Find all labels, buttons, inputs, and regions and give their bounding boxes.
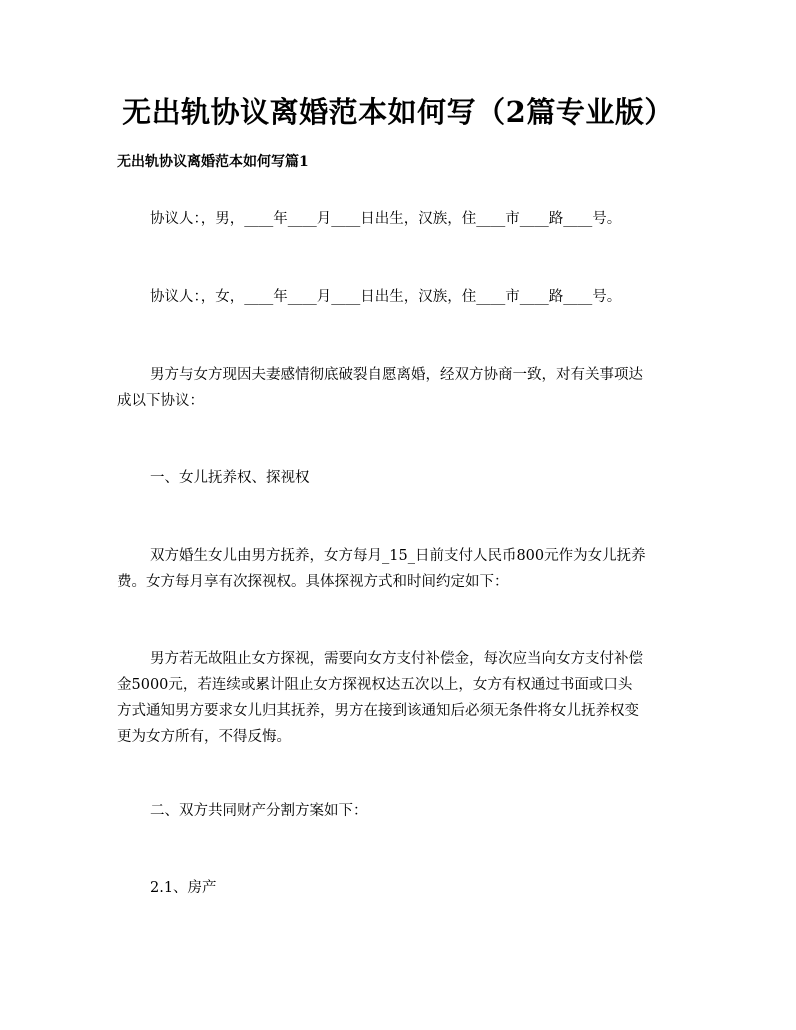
paragraph-line: 金5000元，若连续或累计阻止女方探视权达五次以上，女方有权通过书面或口头 [117, 677, 633, 693]
paragraph-line: 男方与女方现因夫妻感情彻底破裂自愿离婚，经双方协商一致，对有关事项达 [150, 367, 643, 383]
paragraph-line: 双方婚生女儿由男方抚养，女方每月_15_日前支付人民币800元作为女儿抚养 [150, 548, 646, 564]
paragraph-child-support [117, 543, 687, 595]
paragraph-line: 更为女方所有，不得反悔。 [117, 729, 291, 745]
paragraph-line: 二、双方共同财产分割方案如下： [150, 803, 368, 819]
paragraph-line: 2.1、房产 [150, 880, 217, 896]
paragraph-subclause-real-estate [117, 875, 687, 901]
paragraph-line: 协议人：，女，____年____月____日出生，汉族，住____市____路____号。 [150, 289, 622, 305]
paragraph-clause-custody [117, 465, 687, 491]
paragraph-clause-property [117, 798, 687, 824]
paragraph-line: 成以下协议： [117, 393, 204, 409]
section-heading: 无出轨协议离婚范本如何写篇1 [117, 154, 309, 170]
paragraph-line: 费。女方每月享有次探视权。具体探视方式和时间约定如下： [117, 574, 509, 590]
paragraph-party-female [117, 284, 687, 310]
paragraph-visitation-penalty [117, 646, 687, 750]
paragraph-line: 协议人：，男，____年____月____日出生，汉族，住____市____路____号。 [150, 211, 622, 227]
paragraph-line: 一、女儿抚养权、探视权 [150, 470, 310, 486]
document-title: 无出轨协议离婚范本如何写（2篇专业版） [122, 95, 674, 129]
paragraph-agreement-intro [117, 362, 687, 414]
paragraph-party-male [117, 206, 687, 232]
paragraph-line: 男方若无故阻止女方探视，需要向女方支付补偿金，每次应当向女方支付补偿 [150, 651, 643, 667]
paragraph-line: 方式通知男方要求女儿归其抚养，男方在接到该通知后必须无条件将女儿抚养权变 [117, 703, 639, 719]
